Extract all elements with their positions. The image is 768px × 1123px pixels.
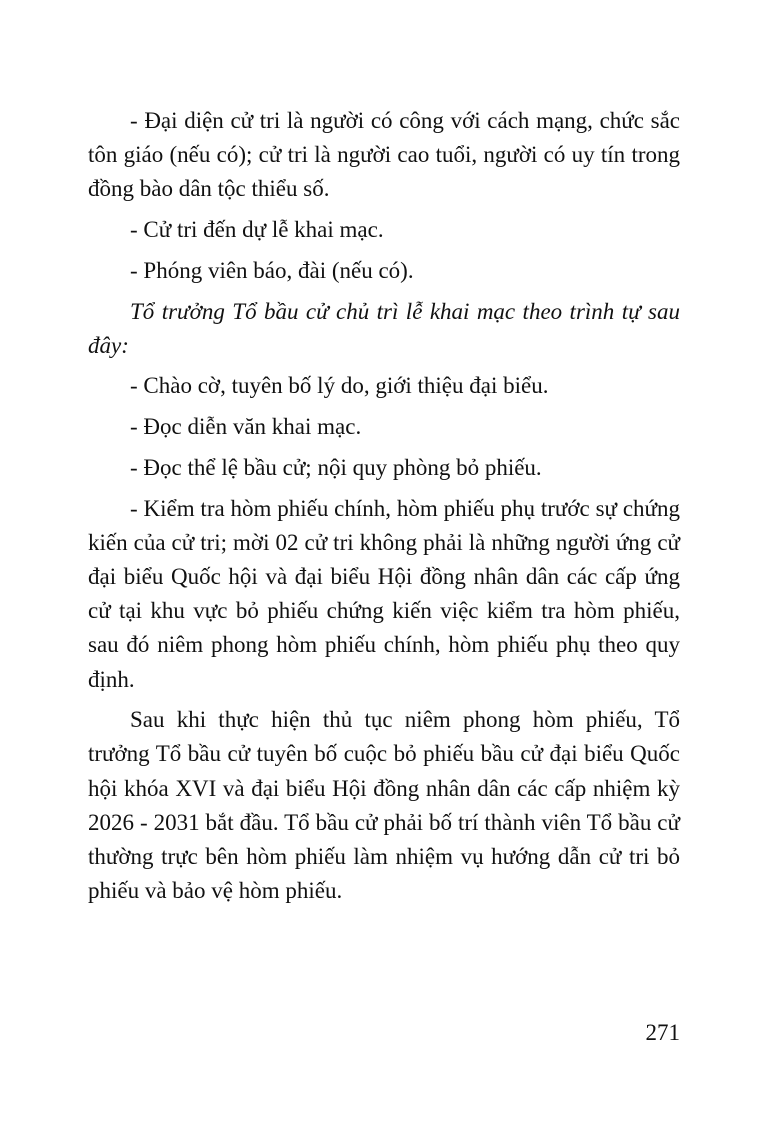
- paragraph-ceremony-order-heading: Tổ trưởng Tổ bầu cử chủ trì lễ khai mạc theo trình tự sau đây:: [88, 298, 680, 358]
- paragraph-ballot-box-check: - Kiểm tra hòm phiếu chính, hòm phiếu phụ trước sự chứng kiến của cử tri; mời 02 cử tri không phải là những người ứng cử đại biểu Quốc hội và đại biểu Hội đồng nhân dân các cấp ứng cử tại khu vực bỏ phiếu chứng kiến việc kiểm tra hòm phiếu, sau đó niêm phong hòm phiếu chính, hòm phiếu phụ theo quy định.: [88, 495, 680, 692]
- paragraph-flag-salute: - Chào cờ, tuyên bố lý do, giới thiệu đại biểu.: [130, 373, 549, 399]
- paragraph-election-rules: - Đọc thể lệ bầu cử; nội quy phòng bỏ phiếu.: [130, 454, 542, 480]
- page-body: [88, 104, 680, 915]
- paragraph-reporters: - Phóng viên báo, đài (nếu có).: [130, 257, 414, 283]
- paragraph-voter-representatives: - Đại diện cử tri là người có công với cách mạng, chức sắc tôn giáo (nếu có); cử tri là người cao tuổi, người có uy tín trong đồng bào dân tộc thiểu số.: [88, 108, 680, 202]
- paragraph-voters-attend: - Cử tri đến dự lễ khai mạc.: [130, 217, 384, 243]
- paragraph-voting-begins: Sau khi thực hiện thủ tục niêm phong hòm phiếu, Tổ trưởng Tổ bầu cử tuyên bố cuộc bỏ phiếu bầu cử đại biểu Quốc hội khóa XVI và đại biểu Hội đồng nhân dân các cấp nhiệm kỳ 2026 - 2031 bắt đầu. Tổ bầu cử phải bố trí thành viên Tổ bầu cử thường trực bên hòm phiếu làm nhiệm vụ hướng dẫn cử tri bỏ phiếu và bảo vệ hòm phiếu.: [88, 707, 680, 904]
- page-number: 271: [645, 1020, 680, 1045]
- paragraph-opening-speech: - Đọc diễn văn khai mạc.: [130, 414, 362, 440]
